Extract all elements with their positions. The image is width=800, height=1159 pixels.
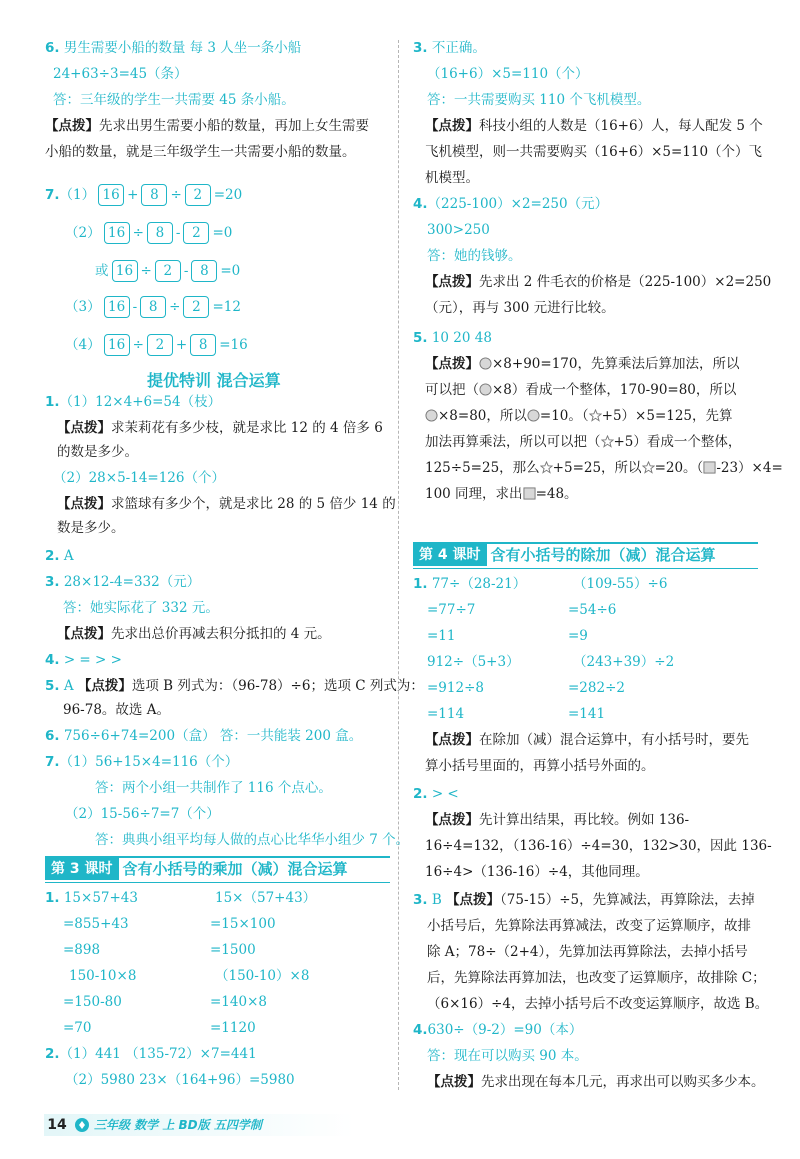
q1-d2: =282÷2 bbox=[568, 680, 625, 696]
r5-tip2: 可以把（ ×8）看成一个整体，170-90=80，所以 bbox=[425, 382, 737, 398]
s3-answer: 答：她实际花了 332 元。 bbox=[63, 600, 219, 616]
q4-answer: 答：现在可以购买 90 本。 bbox=[427, 1048, 588, 1064]
s5-line1: 5. A 【点拨】选项 B 列式为：（96-78）÷6；选项 C 列式为： bbox=[45, 678, 424, 694]
q3-line1: 3. B 【点拨】（75-15）÷5，先算减法，再算除法，去掉 bbox=[413, 892, 755, 908]
q2-ans: 2. > < bbox=[413, 786, 459, 802]
r4-tip1: 【点拨】先求出 2 件毛衣的价格是（225-100）×2=250 bbox=[425, 274, 772, 290]
s1-tip4: 数是多少。 bbox=[57, 520, 125, 536]
square-icon bbox=[703, 461, 716, 474]
column-divider bbox=[398, 40, 399, 1090]
r5-tip4: 加法再算乘法，所以可以把（ +5）看成一个整体， bbox=[425, 434, 742, 450]
t1-a1: 1. 15×57+43 bbox=[45, 890, 138, 906]
q3-tip5: （6×16）÷4，去掉小括号后不改变运算顺序，故选 B。 bbox=[427, 996, 769, 1012]
lesson3-title: 含有小括号的乘加（减）混合运算 bbox=[122, 860, 348, 878]
t2-line1: 2.（1）441 （135-72）×7=441 bbox=[45, 1046, 257, 1062]
lesson3-banner bbox=[45, 856, 390, 883]
r3-tip3: 机模型。 bbox=[425, 170, 479, 186]
s5-tip2: 96-78。故选 A。 bbox=[63, 702, 170, 718]
s7-line1: 7.（1）56+15×4=116（个） bbox=[45, 754, 239, 770]
q2-tip1: 【点拨】先计算出结果，再比较。例如 136- bbox=[425, 812, 690, 828]
q1-b2: =54÷6 bbox=[568, 602, 617, 618]
q4-tip: 【点拨】先求出现在每本几元，再求出可以购买多少本。 bbox=[427, 1074, 765, 1090]
star-icon bbox=[601, 435, 614, 448]
q1-c3: =114 bbox=[427, 706, 465, 722]
q3-tip4: 后，先算除法再算加法，也改变了运算顺序，故排除 C； bbox=[427, 970, 766, 986]
s4: 4. > = > > bbox=[45, 652, 122, 668]
circle-icon bbox=[527, 409, 540, 422]
r5-tip3: ×8=80，所以 =10。（ +5）×5=125，先算 bbox=[425, 406, 733, 426]
r3-line1: 3. 不正确。 bbox=[413, 40, 486, 56]
circle-icon bbox=[479, 383, 492, 396]
q1-b1: （109-55）÷6 bbox=[573, 576, 668, 592]
r3-line2: （16+6）×5=110（个） bbox=[427, 66, 589, 82]
q6-tip1: 【点拨】先求出男生需要小船的数量，再加上女生需要 bbox=[45, 118, 369, 134]
r4-answer: 答：她的钱够。 bbox=[427, 248, 522, 264]
section-title-mixed: 提优特训 混合运算 bbox=[147, 371, 281, 390]
q3-tip2: 小括号后，先算除法再算减法，改变了运算顺序，故排 bbox=[427, 918, 751, 934]
lesson4-banner bbox=[413, 542, 758, 569]
lesson3-label: 第 3 课时 bbox=[45, 858, 119, 880]
r5-tip5: 125÷5=25，那么 +5=25，所以 =20。（ -23）×4= bbox=[425, 460, 783, 476]
q6-tip2: 小船的数量，就是三年级学生一共需要小船的数量。 bbox=[45, 144, 356, 160]
t1-b3: =1500 bbox=[210, 942, 256, 958]
lesson4-title: 含有小括号的除加（减）混合运算 bbox=[490, 546, 716, 564]
t1-d2: =140×8 bbox=[210, 994, 267, 1010]
q1-d3: =141 bbox=[568, 706, 606, 722]
s1-line2: （2）28×5-14=126（个） bbox=[53, 470, 225, 486]
star-icon bbox=[642, 461, 655, 474]
s3-tip: 【点拨】先求出总价再减去积分抵扣的 4 元。 bbox=[57, 626, 331, 642]
circle-icon bbox=[425, 409, 438, 422]
star-icon bbox=[589, 409, 602, 422]
q7-row2b: 或 16 ÷ 2 - 8 =0 bbox=[95, 260, 240, 282]
t2-line2: （2）5980 23×（164+96）=5980 bbox=[65, 1072, 295, 1088]
circle-icon bbox=[479, 357, 492, 370]
s6: 6. 756÷6+74=200（盒） 答：一共能装 200 盒。 bbox=[45, 728, 363, 744]
q7-row1: 7.（1） 16 + 8 ÷ 2 =20 bbox=[45, 184, 242, 206]
t1-d1: （150-10）×8 bbox=[215, 968, 310, 984]
t1-a2: =855+43 bbox=[63, 916, 129, 932]
star-icon bbox=[540, 461, 553, 474]
q1-a3: =11 bbox=[427, 628, 456, 644]
t1-b2: =15×100 bbox=[210, 916, 276, 932]
q1-b3: =9 bbox=[568, 628, 588, 644]
s7-line3: （2）15-56÷7=7（个） bbox=[65, 806, 220, 822]
s1-tip1: 【点拨】求茉莉花有多少枝，就是求比 12 的 4 倍多 6 bbox=[57, 420, 383, 436]
r5-tip6: 100 同理，求出 =48。 bbox=[425, 486, 578, 502]
q7-row3: （3） 16 - 8 ÷ 2 =12 bbox=[65, 296, 241, 318]
t1-c2: =150-80 bbox=[63, 994, 122, 1010]
r3-tip2: 飞机模型，则一共需要购买（16+6）×5=110（个）飞 bbox=[425, 144, 763, 160]
q3-tip3: 除 A；78÷（2+4），先算加法再算除法，去掉小括号 bbox=[427, 944, 748, 960]
brand-logo-icon bbox=[74, 1117, 90, 1133]
s2: 2. A bbox=[45, 548, 74, 564]
t1-a3: =898 bbox=[63, 942, 101, 958]
r5-tip1: 【点拨】 ×8+90=170，先算乘法后算加法，所以 bbox=[425, 356, 740, 372]
t1-c1: 150-10×8 bbox=[69, 968, 137, 984]
r4-tip2: （元），再与 300 元进行比较。 bbox=[425, 300, 615, 316]
r3-tip1: 【点拨】科技小组的人数是（16+6）人，每人配发 5 个 bbox=[425, 118, 763, 134]
q7-row4: （4） 16 ÷ 2 + 8 =16 bbox=[65, 334, 248, 356]
q6-line1: 6. 男生需要小船的数量 每 3 人坐一条小船 bbox=[45, 40, 302, 56]
q2-tip2: 16÷4=132，（136-16）÷4=30，132>30，因此 136- bbox=[425, 838, 772, 854]
q6-line2: 24+63÷3=45（条） bbox=[53, 66, 188, 82]
lesson4-label: 第 4 课时 bbox=[413, 544, 487, 566]
q1-c1: 912÷（5+3） bbox=[427, 654, 520, 670]
r3-answer: 答：一共需要购买 110 个飞机模型。 bbox=[427, 92, 651, 108]
page-footer bbox=[44, 1114, 354, 1136]
q1-c2: =912÷8 bbox=[427, 680, 484, 696]
t1-d3: =1120 bbox=[210, 1020, 256, 1036]
q1-a1: 1. 77÷（28-21） bbox=[413, 576, 527, 592]
s7-answer2: 答：典典小组平均每人做的点心比华华小组少 7 个。 bbox=[95, 832, 410, 848]
s3-line1: 3. 28×12-4=332（元） bbox=[45, 574, 201, 590]
t1-b1: 15×（57+43） bbox=[215, 890, 317, 906]
s1-tip3: 【点拨】求篮球有多少个，就是求比 28 的 5 倍少 14 的 bbox=[57, 496, 396, 512]
s7-answer1: 答：两个小组一共制作了 116 个点心。 bbox=[95, 780, 332, 796]
q1-tip2: 算小括号里面的，再算小括号外面的。 bbox=[425, 758, 655, 774]
q4-line1: 4.630÷（9-2）=90（本） bbox=[413, 1022, 583, 1038]
square-icon bbox=[523, 487, 536, 500]
r4-line1: 4.（225-100）×2=250（元） bbox=[413, 196, 609, 212]
q6-answer: 答：三年级的学生一共需要 45 条小船。 bbox=[53, 92, 295, 108]
q1-d1: （243+39）÷2 bbox=[573, 654, 675, 670]
q2-tip3: 16÷4>（136-16）÷4，其他同理。 bbox=[425, 864, 649, 880]
q1-a2: =77÷7 bbox=[427, 602, 476, 618]
r4-line2: 300>250 bbox=[427, 222, 490, 238]
s1-line1: 1.（1）12×4+6=54（枝） bbox=[45, 394, 222, 410]
q1-tip1: 【点拨】在除加（减）混合运算中，有小括号时，要先 bbox=[425, 732, 749, 748]
s1-tip2: 的数是多少。 bbox=[57, 444, 138, 460]
q7-row2: （2） 16 ÷ 8 - 2 =0 bbox=[65, 222, 232, 244]
r5-ans: 5. 10 20 48 bbox=[413, 330, 492, 346]
page-number: 14 bbox=[47, 1117, 67, 1133]
footer-text: 三年级 数学 上 BD版 五四学制 bbox=[94, 1118, 262, 1132]
t1-c3: =70 bbox=[63, 1020, 92, 1036]
